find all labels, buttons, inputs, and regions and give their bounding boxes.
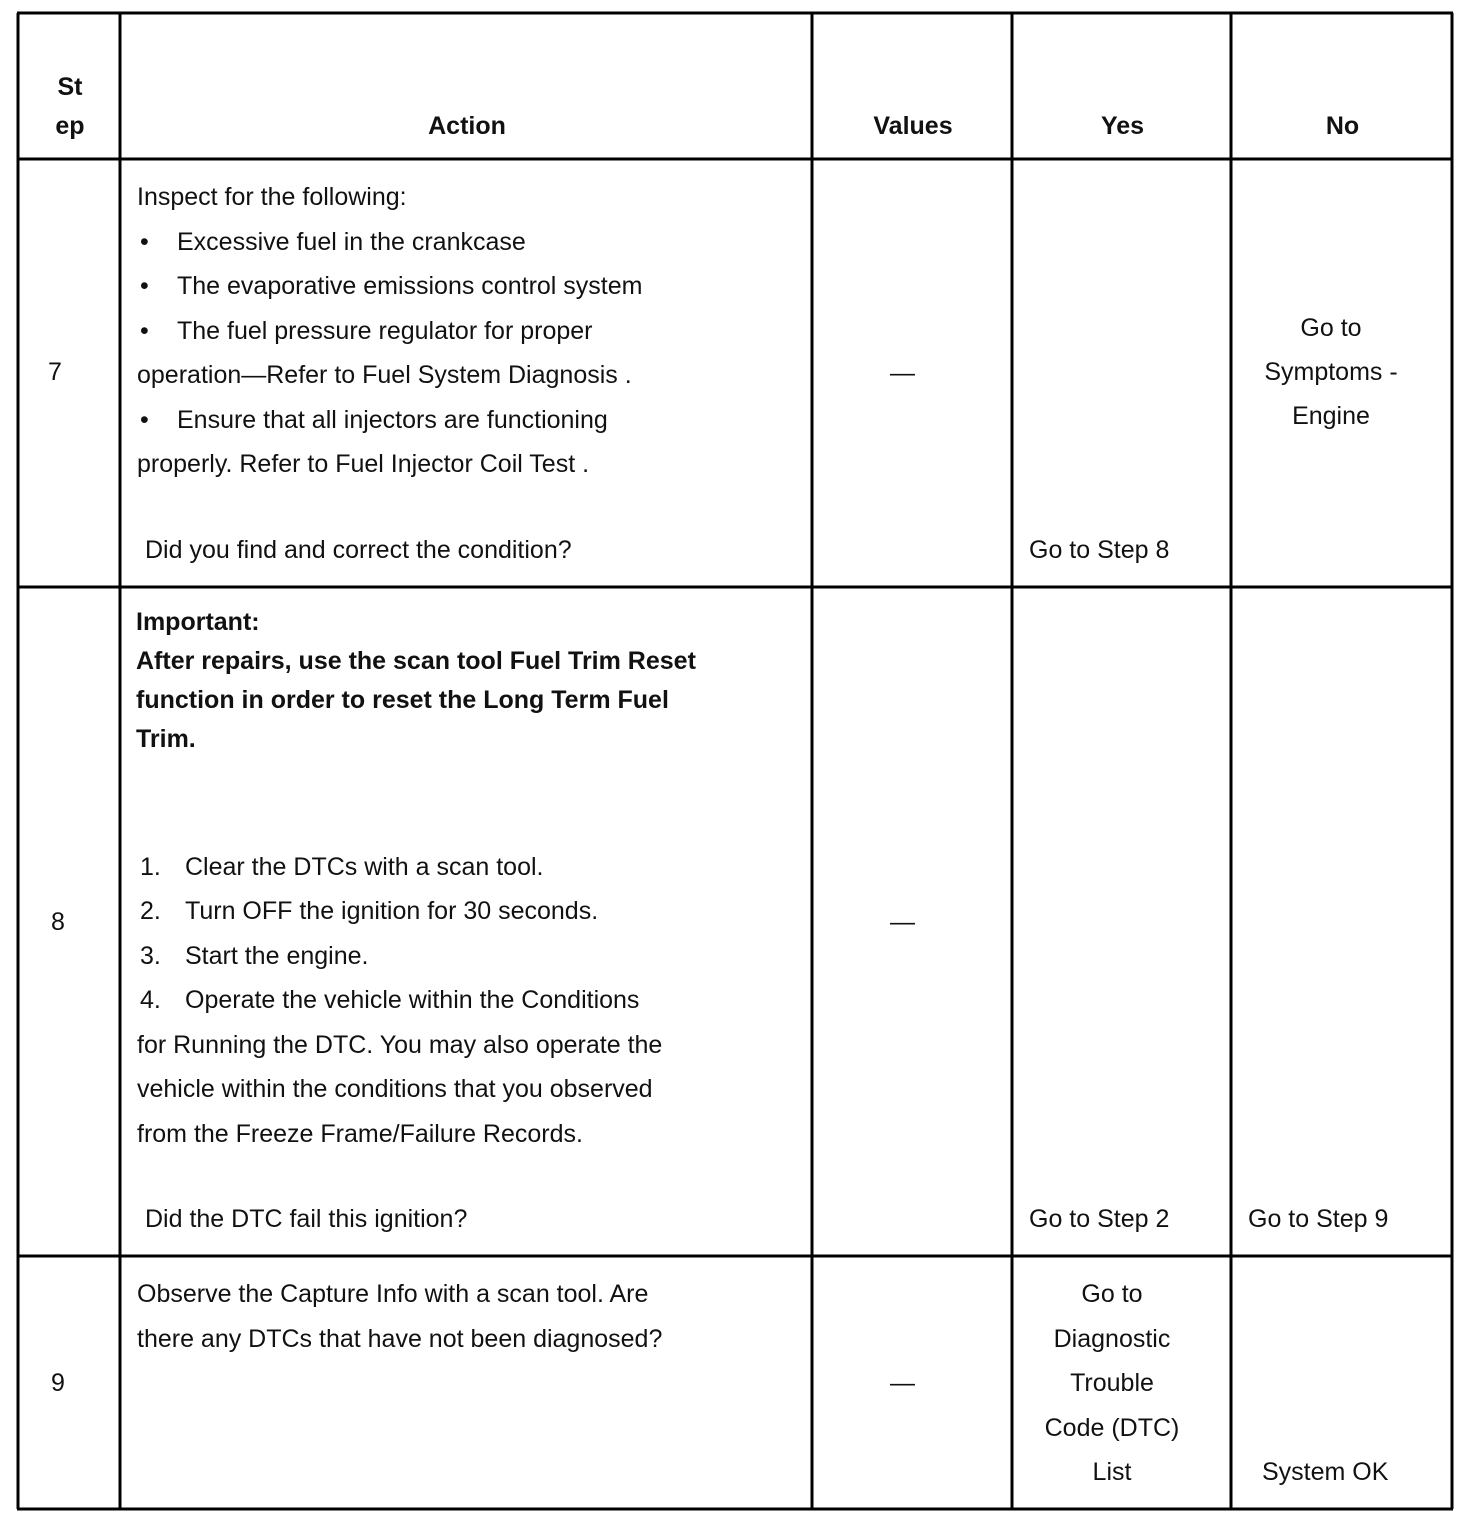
list-item-continuation: properly. Refer to Fuel Injector Coil Test . xyxy=(137,450,590,478)
bullet-icon: • xyxy=(140,406,149,434)
list-item: Ensure that all injectors are functioning xyxy=(177,406,608,434)
important-text: Trim. xyxy=(136,725,196,753)
action-question: Did you find and correct the condition? xyxy=(145,536,572,564)
step-number: 9 xyxy=(51,1369,65,1397)
list-item: Clear the DTCs with a scan tool. xyxy=(185,853,544,881)
list-item-continuation: vehicle within the conditions that you observed xyxy=(137,1075,653,1103)
header-yes: Yes xyxy=(1100,112,1145,140)
list-number: 4. xyxy=(140,986,161,1014)
action-question: Did the DTC fail this ignition? xyxy=(145,1205,468,1233)
list-number: 1. xyxy=(140,853,161,881)
header-step-line2: ep xyxy=(55,112,85,140)
value-dash: — xyxy=(890,1369,915,1397)
bullet-icon: • xyxy=(140,228,149,256)
bullet-icon: • xyxy=(140,272,149,300)
list-item: Excessive fuel in the crankcase xyxy=(177,228,526,256)
list-item-continuation: operation—Refer to Fuel System Diagnosis . xyxy=(137,361,632,389)
step-number: 8 xyxy=(51,908,65,936)
yes-result-line: Go to xyxy=(1081,1280,1143,1308)
action-text: Observe the Capture Info with a scan tool. Are xyxy=(137,1280,649,1308)
header-values: Values xyxy=(873,112,953,140)
value-dash: — xyxy=(890,908,915,936)
list-number: 2. xyxy=(140,897,161,925)
header-no: No xyxy=(1325,112,1360,140)
action-text: there any DTCs that have not been diagnosed? xyxy=(137,1325,663,1353)
bullet-icon: • xyxy=(140,317,149,345)
list-number: 3. xyxy=(140,942,161,970)
list-item: Turn OFF the ignition for 30 seconds. xyxy=(185,897,599,925)
list-item: Start the engine. xyxy=(185,942,369,970)
yes-result: Go to Step 8 xyxy=(1029,536,1170,564)
important-text: After repairs, use the scan tool Fuel Trim Reset xyxy=(136,647,696,675)
no-result-line: Go to xyxy=(1300,314,1362,342)
list-item: The evaporative emissions control system xyxy=(177,272,643,300)
value-dash: — xyxy=(890,359,915,387)
no-result-line: Symptoms - xyxy=(1264,358,1398,386)
header-action: Action xyxy=(428,112,506,140)
yes-result-line: Code (DTC) xyxy=(1044,1414,1180,1442)
important-label: Important: xyxy=(136,608,260,636)
list-item-continuation: from the Freeze Frame/Failure Records. xyxy=(137,1120,583,1148)
header-step-line1: St xyxy=(57,73,83,101)
no-result-line: Engine xyxy=(1292,402,1370,430)
list-item: Operate the vehicle within the Conditions xyxy=(185,986,640,1014)
yes-result-line: List xyxy=(1092,1458,1132,1486)
important-text: function in order to reset the Long Term Fuel xyxy=(136,686,669,714)
yes-result: Go to Step 2 xyxy=(1029,1205,1170,1233)
yes-result-line: Diagnostic xyxy=(1053,1325,1171,1353)
list-item: The fuel pressure regulator for proper xyxy=(177,317,593,345)
no-result: Go to Step 9 xyxy=(1248,1205,1389,1233)
yes-result-line: Trouble xyxy=(1070,1369,1154,1397)
no-result: System OK xyxy=(1262,1458,1389,1486)
step-number: 7 xyxy=(48,358,62,386)
action-intro: Inspect for the following: xyxy=(137,183,407,211)
list-item-continuation: for Running the DTC. You may also operate the xyxy=(137,1031,663,1059)
